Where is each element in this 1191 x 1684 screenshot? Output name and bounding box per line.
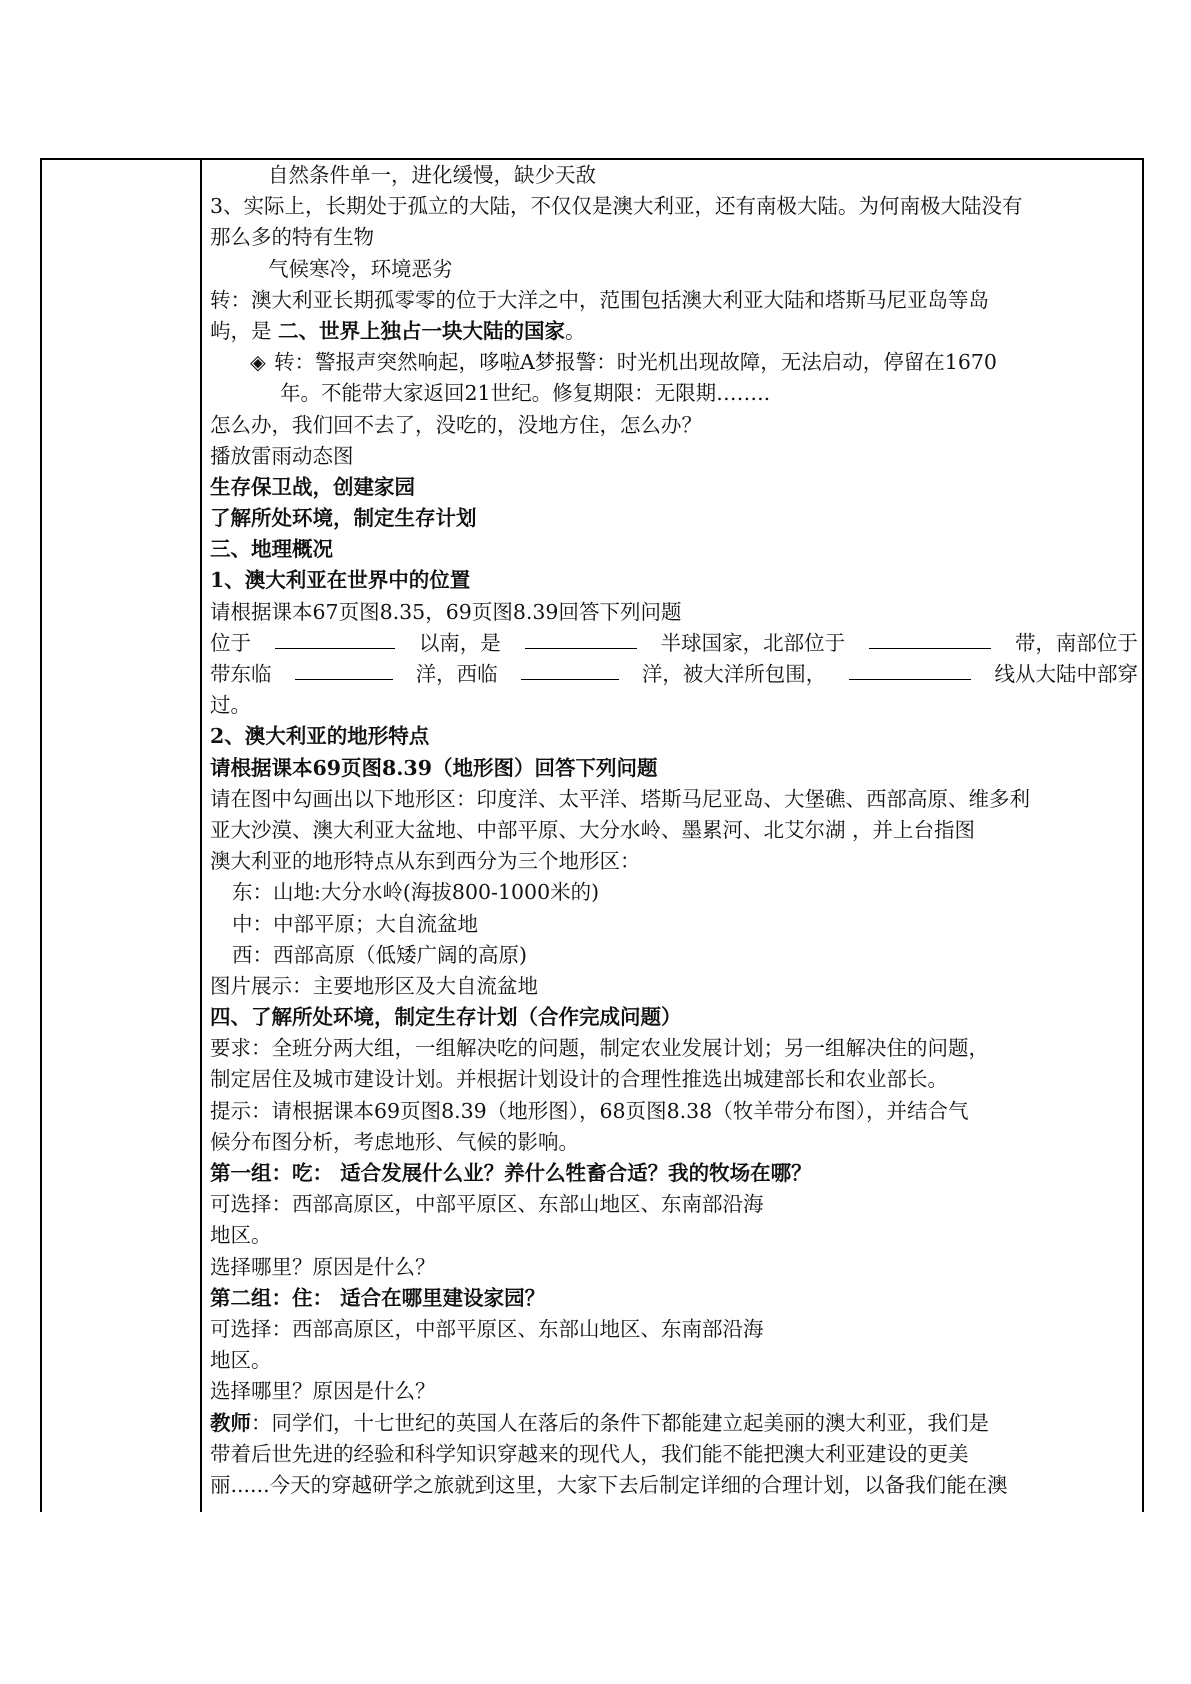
fill-blank[interactable] (525, 628, 637, 649)
fill-in-line (210, 628, 1138, 659)
text-line: 带着后世先进的经验和科学知识穿越来的现代人，我们能不能把澳大利亚建设的更美 (210, 1441, 969, 1466)
section-heading: 二、世界上独占一块大陆的国家 (278, 318, 566, 343)
bullet-line (210, 347, 1138, 378)
text-fragment: 线从大陆中部穿 (994, 662, 1138, 686)
diamond-bullet-icon: ◈ (250, 350, 266, 375)
text-line: 图片展示：主要地形区及大自流盆地 (210, 973, 538, 998)
text-line: 播放雷雨动态图 (210, 443, 354, 468)
text-line: 选择哪里？原因是什么？ (210, 1379, 436, 1404)
fill-blank[interactable] (869, 628, 991, 649)
bold-heading: 了解所处环境，制定生存计划 (210, 506, 477, 531)
text-line: 澳大利亚的地形特点从东到西分为三个地形区： (210, 849, 641, 874)
group-heading: 第一组：吃： 适合发展什么业？养什么牲畜合适？我的牧场在哪？ (210, 1161, 812, 1185)
subsection-heading: 2、澳大利亚的地形特点 (210, 724, 430, 749)
text-fragment: ：同学们，十七世纪的英国人在落后的条件下都能建立起美丽的澳大利亚，我们是 (251, 1410, 989, 1435)
text-line: 气候寒冷，环境恶劣 (268, 256, 453, 281)
lesson-content (210, 160, 1138, 1501)
lesson-table (40, 158, 1144, 1512)
text-fragment: 转：警报声突然响起，哆啦A梦报警：时光机出现故障，无法启动，停留在1670 (274, 350, 997, 375)
fill-blank[interactable] (521, 659, 619, 680)
text-line: 西：西部高原（低矮广阔的高原) (232, 942, 527, 967)
text-line: 亚大沙漠、澳大利亚大盆地、中部平原、大分水岭、墨累河、北艾尔湖 ，并上台指图 (210, 817, 976, 842)
fill-blank[interactable] (849, 659, 971, 680)
text-fragment: 屿，是 (210, 318, 279, 343)
text-line: 转：澳大利亚长期孤零零的位于大洋之中，范围包括澳大利亚大陆和塔斯马尼亚岛等岛 (210, 287, 989, 312)
text-line: 怎么办，我们回不去了，没吃的，没地方住，怎么办？ (210, 412, 702, 437)
fill-blank[interactable] (295, 659, 393, 680)
text-fragment: 带东临 (210, 662, 272, 686)
text-line: 年。不能带大家返回21世纪。修复期限：无限期…….. (280, 381, 771, 406)
text-line: 地区。 (210, 1223, 272, 1248)
fill-blank[interactable] (275, 628, 395, 649)
text-line: 东：山地:大分水岭(海拔800-1000米的) (232, 880, 600, 905)
column-divider (200, 160, 202, 1512)
text-line: 那么多的特有生物 (210, 225, 374, 250)
bold-heading: 请根据课本69页图8.39（地形图）回答下列问题 (210, 755, 658, 780)
text-fragment: 半球国家，北部位于 (660, 630, 846, 655)
text-line: 制定居住及城市建设计划。并根据计划设计的合理性推选出城建部长和农业部长。 (210, 1067, 948, 1092)
text-line: 请在图中勾画出以下地形区：印度洋、太平洋、塔斯马尼亚岛、大堡礁、西部高原、维多利 (210, 786, 1030, 811)
text-fragment: 以南，是 (418, 630, 501, 655)
bold-heading: 生存保卫战，创建家园 (210, 474, 415, 499)
text-line: 可选择：西部高原区，中部平原区、东部山地区、东南部沿海 (210, 1316, 764, 1341)
fill-in-line (210, 659, 1138, 690)
text-fragment: 位于 (210, 630, 251, 655)
text-line: 可选择：西部高原区，中部平原区、东部山地区、东南部沿海 (210, 1192, 764, 1217)
speaker-label: 教师 (210, 1410, 251, 1435)
text-line: 请根据课本67页图8.35，69页图8.39回答下列问题 (210, 599, 682, 624)
text-line (210, 1408, 1138, 1439)
text-line: 中：中部平原；大自流盆地 (232, 911, 478, 936)
subsection-heading: 1、澳大利亚在世界中的位置 (210, 568, 471, 593)
text-line: 候分布图分析，考虑地形、气候的影响。 (210, 1129, 579, 1154)
text-line: 地区。 (210, 1348, 272, 1373)
section-heading: 三、地理概况 (210, 537, 333, 562)
section-heading: 四、了解所处环境，制定生存计划（合作完成问题） (210, 1005, 682, 1030)
text-fragment: 。 (565, 318, 586, 343)
group-heading: 第二组：住： 适合在哪里建设家园？ (210, 1285, 546, 1310)
text-line: 3、实际上，长期处于孤立的大陆，不仅仅是澳大利亚，还有南极大陆。为何南极大陆没有 (210, 194, 1023, 219)
text-line: 选择哪里？原因是什么？ (210, 1254, 436, 1279)
text-line: 提示：请根据课本69页图8.39（地形图），68页图8.38（牧羊带分布图），并结合气 (210, 1098, 969, 1123)
text-line: 丽......今天的穿越研学之旅就到这里，大家下去后制定详细的合理计划，以备我们能在澳 (210, 1472, 1008, 1497)
text-fragment: 洋，被大洋所包围， (641, 662, 827, 686)
text-line (210, 316, 1138, 347)
text-fragment: 带，南部位于 (1014, 630, 1138, 655)
text-line: 自然条件单一，进化缓慢，缺少天敌 (268, 163, 596, 187)
text-line: 过。 (210, 693, 251, 718)
text-fragment: 洋，西临 (415, 662, 498, 686)
text-line: 要求：全班分两大组，一组解决吃的问题，制定农业发展计划；另一组解决住的问题， (210, 1036, 989, 1061)
